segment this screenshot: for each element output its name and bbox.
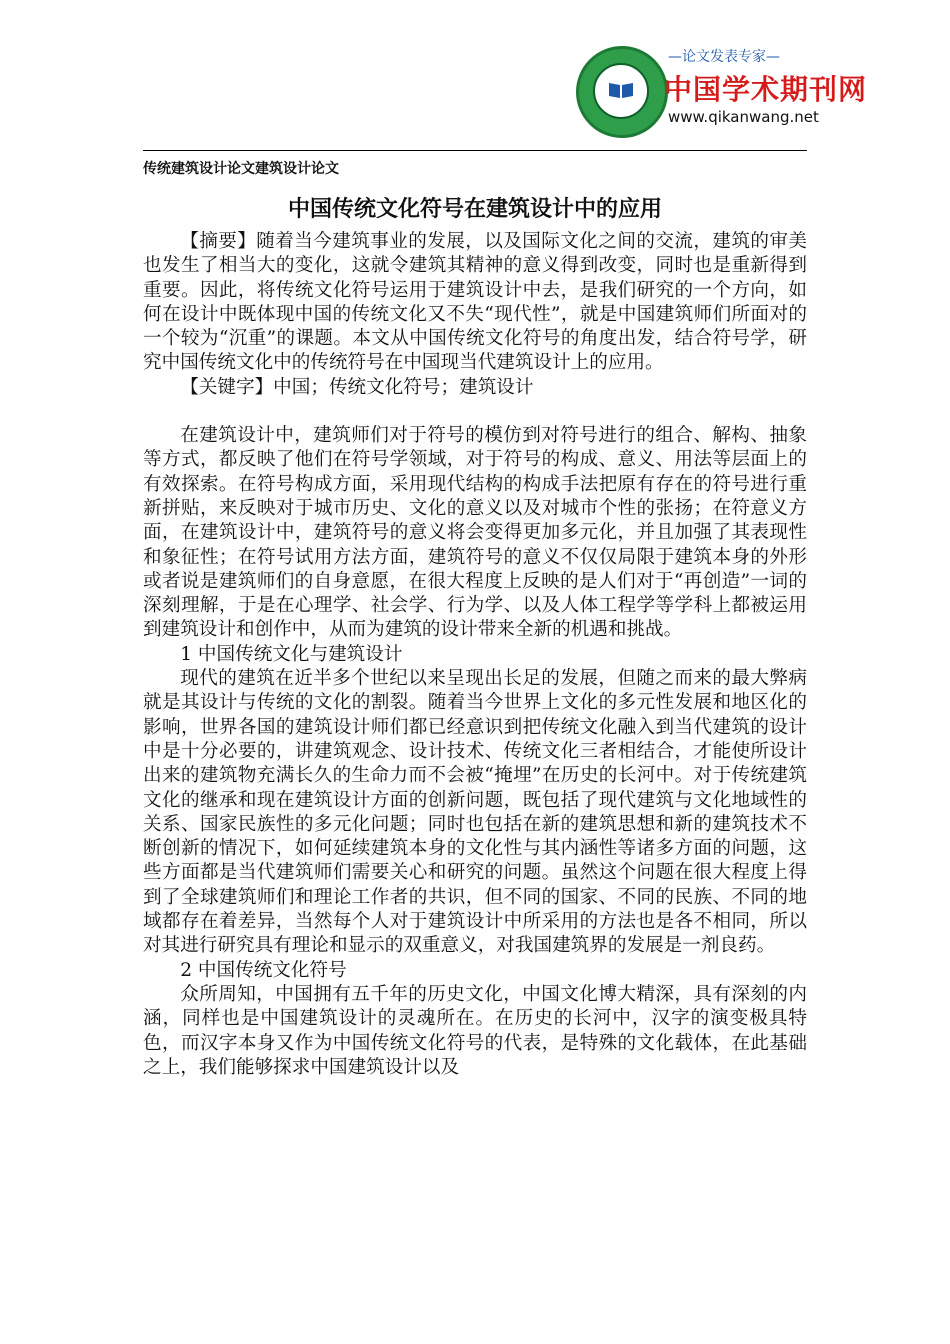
logo-seal-center: [593, 63, 649, 119]
logo-url: www.qikanwang.net: [668, 108, 819, 126]
logo-name: 中国学术期刊网: [664, 73, 868, 106]
page-title: 中国传统文化符号在建筑设计中的应用: [287, 197, 662, 222]
site-logo: [576, 44, 868, 156]
header-rule: [143, 150, 807, 151]
document-category: 传统建筑设计论文建筑设计论文: [143, 161, 339, 177]
keywords-paragraph: 【关键字】中国；传统文化符号；建筑设计: [180, 376, 534, 398]
section-2-paragraph: 众所周知，中国拥有五千年的历史文化，中国文化博大精深，具有深刻的内涵，同样也是中国建筑设计的灵魂所在。在历史的长河中，汉字的演变极具特色，而汉字本身又作为中国传统文化符号的代表，是特殊的文化载体，在此基础之上，我们能够探求中国建筑设计以及: [143, 983, 807, 1078]
blank-line: [143, 400, 807, 424]
article-body: [143, 230, 807, 1080]
section-2-heading: 2 中国传统文化符号: [180, 959, 347, 981]
section-1-heading: 1 中国传统文化与建筑设计: [180, 643, 403, 665]
book-icon: [607, 80, 635, 100]
abstract-paragraph: 【摘要】随着当今建筑事业的发展，以及国际文化之间的交流，建筑的审美也发生了相当大的变化，这就令建筑其精神的意义得到改变，同时也是重新得到重要。因此，将传统文化符号运用于建筑设计中去，是我们研究的一个方向，如何在设计中既体现中国的传统文化又不失“现代性”，就是中国建筑师们所面对的一个较为“沉重”的课题。本文从中国传统文化符号的角度出发，结合符号学，研究中国传统文化中的传统符号在中国现当代建筑设计上的应用。: [143, 231, 807, 374]
intro-paragraph: 在建筑设计中，建筑师们对于符号的模仿到对符号进行的组合、解构、抽象等方式，都反映了他们在符号学领域，对于符号的构成、意义、用法等层面上的有效探索。在符号构成方面，采用现代结构的构成手法把原有存在的符号进行重新拼贴，来反映对于城市历史、文化的意义以及对城市个性的张扬；在符意义方面，在建筑设计中，建筑符号的意义将会变得更加多元化，并且加强了其表现性和象征性；在符号试用方法方面，建筑符号的意义不仅仅局限于建筑本身的外形或者说是建筑师们的自身意愿，在很大程度上反映的是人们对于“再创造”一词的深刻理解，于是在心理学、社会学、行为学、以及人体工程学等学科上都被运用到建筑设计和创作中，从而为建筑的设计带来全新的机遇和挑战。: [143, 425, 807, 641]
logo-tagline: —论文发表专家—: [668, 49, 780, 65]
logo-seal: [576, 46, 668, 138]
section-1-paragraph: 现代的建筑在近半多个世纪以来呈现出长足的发展，但随之而来的最大弊病就是其设计与传统的文化的割裂。随着当今世界上文化的多元性发展和地区化的影响，世界各国的建筑设计师们都已经意识到把传统文化融入到当代建筑的设计中是十分必要的，讲建筑观念、设计技术、传统文化三者相结合，才能使所设计出来的建筑物充满长久的生命力而不会被“掩埋”在历史的长河中。对于传统建筑文化的继承和现在建筑设计方面的创新问题，既包括了现代建筑与文化地域性的关系、国家民族性的多元化问题；同时也包括在新的建筑思想和新的建筑技术不断创新的情况下，如何延续建筑本身的文化性与其内涵性等诸多方面的问题，这些方面都是当代建筑师们需要关心和研究的问题。虽然这个问题在很大程度上得到了全球建筑师们和理论工作者的共识，但不同的国家、不同的民族、不同的地域都存在着差异，当然每个人对于建筑设计中所采用的方法也是各不相同，所以对其进行研究具有理论和显示的双重意义，对我国建筑界的发展是一剂良药。: [143, 668, 807, 957]
